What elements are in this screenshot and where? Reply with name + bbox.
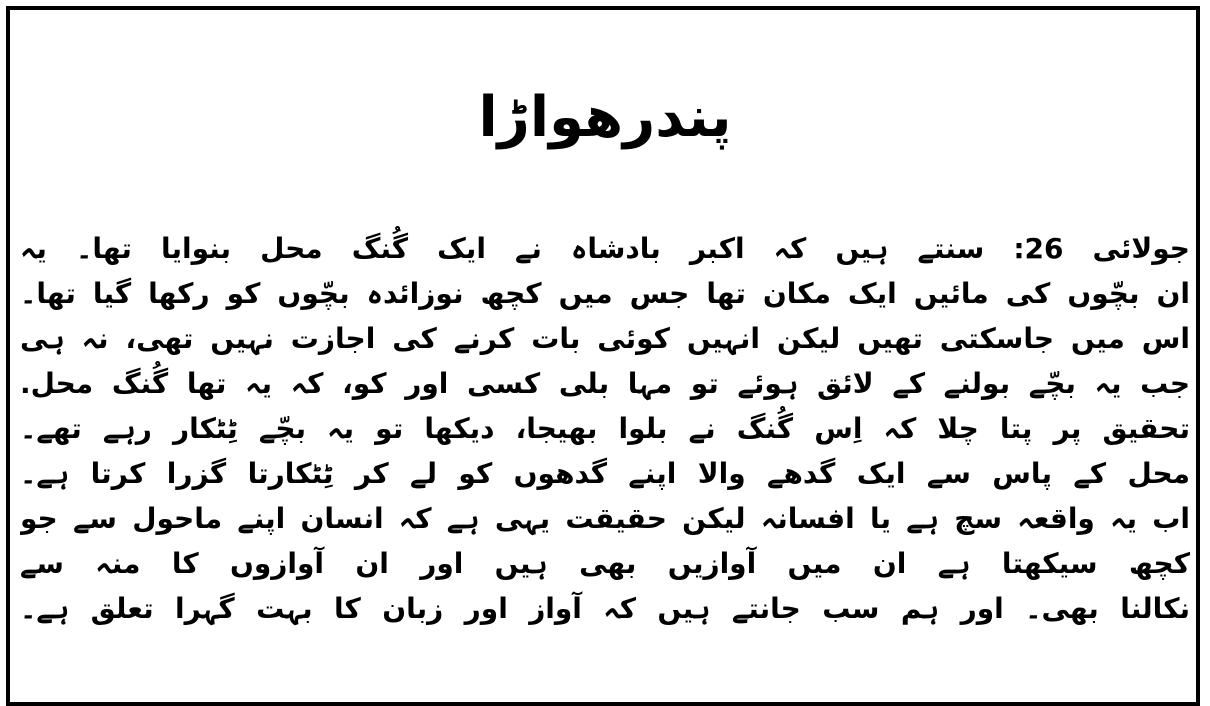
text-line-3: اس میں جاسکتی تھیں لیکن انہیں کوئی بات کرنے کی اجازت نہیں تھی، نہ ہی	[20, 322, 1190, 355]
page-title: پندرھواڑا	[478, 85, 732, 150]
text-line-8: کچھ سیکھتا ہے ان میں آوازیں بھی ہیں اور ان آوازوں کا منہ سے	[20, 547, 1190, 580]
text-line-9: نکالنا بھی۔ اور ہم سب جانتے ہیں کہ آواز اور زبان کا بہت گہرا تعلق ہے۔	[20, 592, 1190, 625]
text-line-4: جب یہ بچّے بولنے کے لائق ہوئے تو مہا بلی کسی اور کو، کہ یہ تھا گُنگ محل.	[20, 367, 1190, 400]
text-line-2: ان بچّوں کی مائیں ایک مکان تھا جس میں کچھ نوزائدہ بچّوں کو رکھا گیا تھا۔	[20, 277, 1190, 310]
text-line-6: محل کے پاس سے ایک گدھے والا اپنے گدھوں کو لے کر ٹِٹکارتا گزرا کرتا ہے۔	[20, 457, 1190, 490]
body-paragraph	[20, 226, 1190, 631]
text-line-7: اب یہ واقعہ سچ ہے یا افسانہ لیکن حقیقت یہی ہے کہ انسان اپنے ماحول سے جو	[20, 502, 1190, 535]
text-line-1: جولائی 26: سنتے ہیں کہ اکبر بادشاہ نے ایک گُنگ محل بنوایا تھا۔ یہ	[20, 232, 1190, 265]
text-line-5: تحقیق پر پتا چلا کہ اِس گُنگ نے بلوا بھیجا، دیکھا تو یہ بچّے ٹِٹکار رہے تھے۔	[20, 412, 1190, 445]
